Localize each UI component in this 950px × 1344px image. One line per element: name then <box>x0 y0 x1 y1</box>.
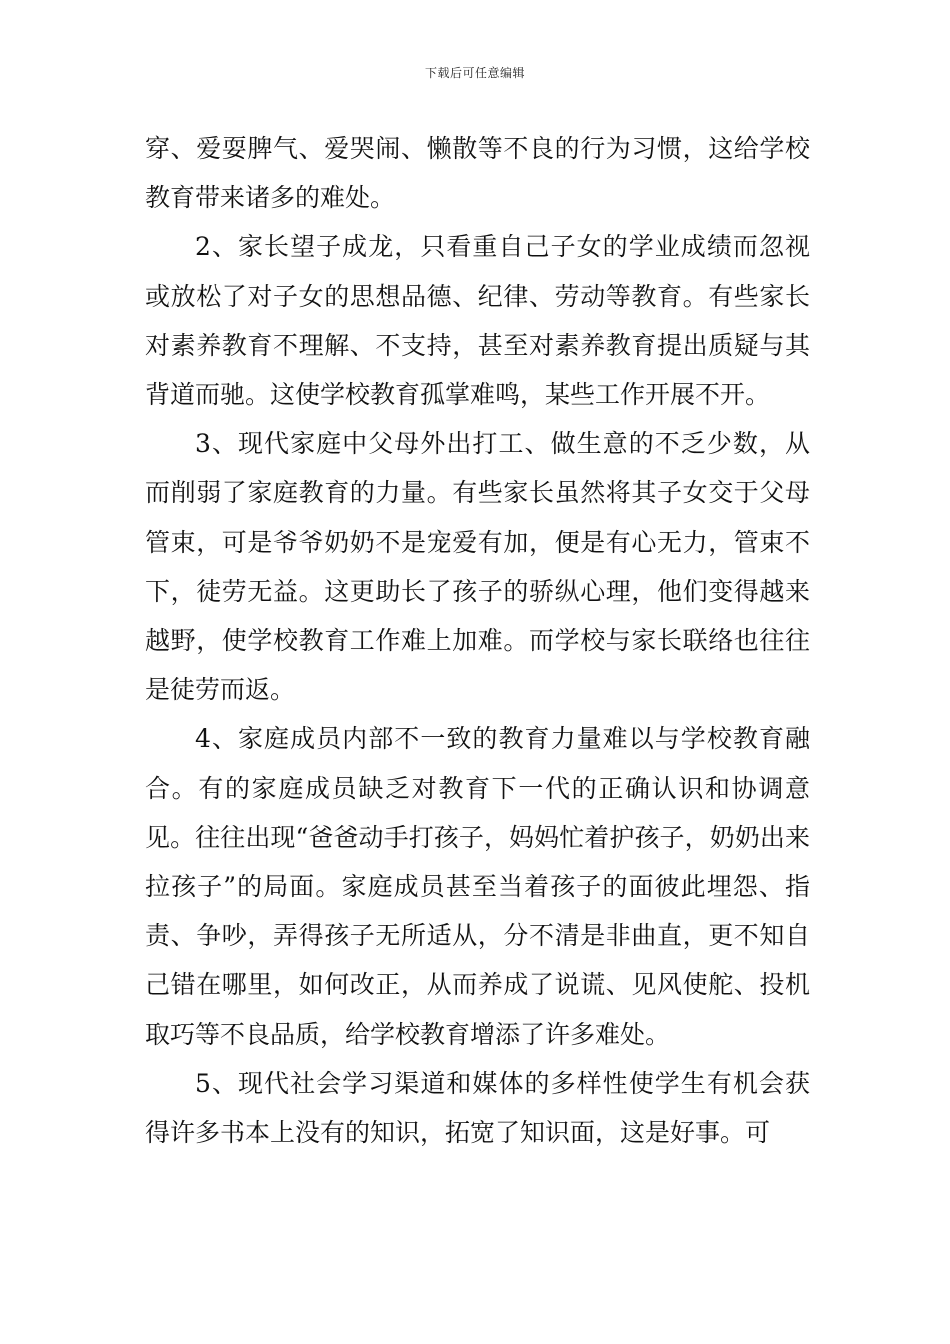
paragraph-2: 2、家长望子成龙，只看重自己子女的学业成绩而忽视或放松了对子女的思想品德、纪律、劳动等教育。有些家长对素养教育不理解、不支持，甚至对素养教育提出质疑与其背道而驰。这使学校教育孤掌难鸣，某些工作开展不开。 <box>145 232 810 410</box>
page-header-note: 下载后可任意编辑 <box>424 66 525 80</box>
paragraph-4: 4、家庭成员内部不一致的教育力量难以与学校教育融合。有的家庭成员缺乏对教育下一代的正确认识和协调意见。往往出现“爸爸动手打孩子，妈妈忙着护孩子，奶奶出来拉孩子”的局面。家庭成员甚至当着孩子的面彼此埋怨、指责、争吵，弄得孩子无所适从，分不清是非曲直，更不知自己错在哪里，如何改正，从而养成了说谎、见风使舵、投机取巧等不良品质，给学校教育增添了许多难处。 <box>145 724 810 1049</box>
paragraph-continuation: 穿、爱耍脾气、爱哭闹、懒散等不良的行为习惯，这给学校教育带来诸多的难处。 <box>145 134 810 213</box>
document-body <box>145 124 810 1157</box>
paragraph-5: 5、现代社会学习渠道和媒体的多样性使学生有机会获得许多书本上没有的知识，拓宽了知识面，这是好事。可 <box>145 1068 810 1148</box>
paragraph-3: 3、现代家庭中父母外出打工、做生意的不乏少数，从而削弱了家庭教育的力量。有些家长虽然将其子女交于父母管束，可是爷爷奶奶不是宠爱有加，便是有心无力，管束不下，徒劳无益。这更助长了孩子的骄纵心理，他们变得越来越野，使学校教育工作难上加难。而学校与家长联络也往往是徒劳而返。 <box>145 429 810 705</box>
